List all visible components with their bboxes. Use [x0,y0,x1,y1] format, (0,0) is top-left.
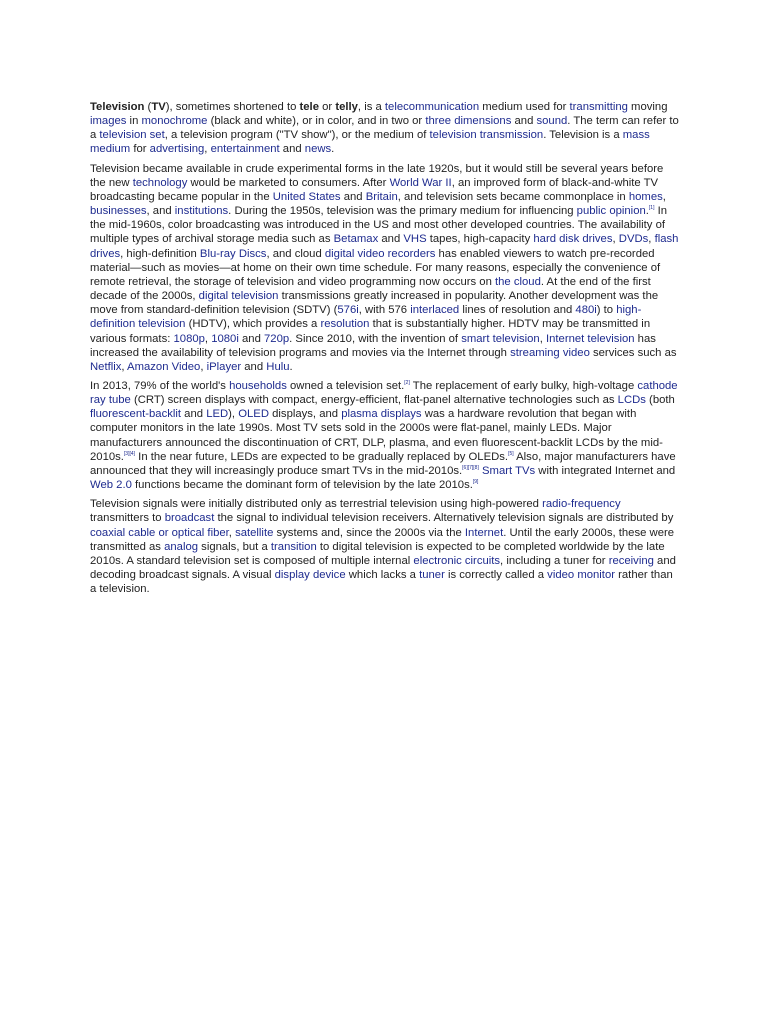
wiki-link[interactable]: DVDs [618,233,649,246]
text-run: lines of resolution and [459,304,576,317]
text-run: with integrated Internet and [535,464,676,477]
text-run: . [645,205,649,218]
text-run: , and [146,205,175,218]
wiki-link[interactable]: sound [536,115,568,128]
text-run: , [121,360,128,373]
text-run: , high-definition [120,247,200,260]
wiki-link[interactable]: transition [270,540,317,553]
text-run: and [378,233,404,246]
text-run: owned a television set. [286,379,405,392]
text-run: . At the end of the first decade of the 2000s, [90,275,651,303]
text-run: (both [645,394,675,407]
wiki-link[interactable]: Internet television [545,332,635,345]
wiki-link[interactable]: news [304,143,332,156]
text-run: and [511,115,537,128]
text-run: tapes, high-capacity [426,233,534,246]
wiki-link[interactable]: monochrome [141,115,208,128]
wiki-link[interactable]: radio-frequency [542,498,621,511]
citation-ref[interactable]: [2] [404,379,410,386]
wiki-link[interactable]: digital television [198,290,279,303]
text-run: , [662,190,666,203]
wiki-link[interactable]: tuner [419,569,445,581]
text-run: , and cloud [266,247,325,260]
text-run: was a hardware revolution that began with computer monitors in the late 1990s. Most TV sets sold in the 2000s were flat-panel, mainly LEDs. Major manufacturers announced the discontinuation of CRT, DLP, plasma, and even fluorescent-backlit LCDs by the mid-2010s. [90,408,663,463]
text-run: systems and, since the 2000s via the [273,526,465,539]
text-run: and [279,143,305,156]
text-run: has increased the availability of television programs and movies via the Internet through [90,332,656,359]
text-run: . [289,360,293,373]
wiki-link[interactable]: resolution [320,318,370,331]
wiki-link[interactable]: analog [164,540,199,553]
wiki-link[interactable]: entertainment [210,143,280,156]
text-run: ( [144,101,152,113]
text-run: moving [627,101,668,113]
wiki-link[interactable]: hard disk drives [533,233,613,246]
text-run: . [331,143,335,156]
wiki-link[interactable]: LCDs [617,394,646,407]
wiki-link[interactable]: World War II [389,176,452,189]
wiki-link[interactable]: satellite [235,526,274,539]
text-run: (black and white), or in color, and in two or [207,115,426,128]
text-run: In the near future, LEDs are expected to be gradually replaced by OLEDs. [135,450,509,463]
citation-ref[interactable]: [9] [472,479,479,486]
wiki-link[interactable]: technology [132,176,188,189]
text-run: medium used for [479,101,570,113]
wiki-link[interactable]: the cloud [495,275,541,288]
wiki-link[interactable]: three dimensions [425,115,512,128]
text-run: , [200,360,207,373]
text-run: signals, but a [198,540,271,553]
text-run: to digital television is expected to be completed worldwide by the late 2010s. A standard television set is composed of multiple internal [90,540,665,567]
wiki-link[interactable]: OLED [238,408,269,421]
wiki-link[interactable]: iPlayer [206,360,242,373]
text-run: ), sometimes shortened to [165,101,300,113]
wiki-link[interactable]: VHS [403,233,427,246]
text-run: , a television program ("TV show"), or the medium of [164,129,430,142]
wiki-link[interactable]: high-definition television [90,304,642,331]
citation-ref[interactable]: [1] [648,205,655,212]
paragraph-history [90,162,680,374]
text-run: which lacks a [345,569,420,581]
wiki-link[interactable]: television set [99,129,165,142]
wiki-link[interactable]: fluorescent-backlit [90,408,182,421]
text-run: , [228,526,236,539]
text-run: , [612,233,619,246]
wiki-link[interactable]: 480i [575,304,597,317]
wiki-link[interactable]: streaming video [510,346,590,359]
wiki-link[interactable]: 1080p [173,332,205,345]
wiki-link[interactable]: plasma displays [341,408,422,421]
wiki-link[interactable]: electronic circuits [413,554,501,567]
text-run: and [340,190,366,203]
text-run: is correctly called a [444,569,548,581]
paragraph-signal-distribution [90,497,680,596]
text-run: , and television sets became commonplace in [397,190,629,203]
text-run: displays, and [268,408,342,421]
text-run: in [126,115,142,128]
paragraph-intro [90,100,680,157]
wiki-link[interactable]: broadcast [164,512,215,525]
text-run: and [241,360,267,373]
wiki-link[interactable]: advertising [149,143,205,156]
text-run: (HDTV), which provides a [185,318,321,331]
text-run: , an improved form of black-and-white TV broadcasting became popular in the [90,176,659,203]
text-run: , including a tuner for [500,554,609,567]
citation-ref[interactable]: [6][7][8] [462,464,479,471]
wiki-link[interactable]: businesses [90,205,147,218]
wiki-link[interactable]: public opinion [576,205,646,218]
wiki-link[interactable]: households [229,379,287,392]
text-run: . Since 2010, with the invention of [289,332,462,345]
wiki-link[interactable]: flash drives [90,233,679,260]
wiki-link[interactable]: homes [628,190,663,203]
wiki-link[interactable]: Smart TVs [482,464,536,477]
citation-ref[interactable]: [5] [508,450,514,457]
text-run: services such as [589,346,677,359]
wiki-link[interactable]: institutions [174,205,229,218]
text-run: , [648,233,655,246]
text-run: that is substantially higher. HDTV may be transmitted in various formats: [90,318,651,345]
wiki-link[interactable]: receiving [608,554,654,567]
text-run: (CRT) screen displays with compact, energy-efficient, flat-panel alternative technologies such as [130,394,618,407]
wiki-link[interactable]: cathode ray tube [90,379,678,407]
wiki-link[interactable]: Netflix [90,360,122,373]
text-run: and decoding broadcast signals. A visual [90,554,676,581]
text-run: , [204,332,212,345]
text-run: the signal to individual television receivers. Alternatively television signals are distributed by [214,512,674,525]
text-run: transmitters to [90,512,165,525]
wiki-link[interactable]: United States [272,190,341,203]
text-run: Television signals were initially distributed only as terrestrial television using high-powered [90,498,543,511]
text-run: , [539,332,546,345]
text-run: , [204,143,211,156]
wiki-link[interactable]: display device [274,569,346,581]
text-run: and [238,332,264,345]
text-run: The replacement of early bulky, high-voltage [409,379,638,392]
bold-term: telly [335,101,358,113]
wiki-link[interactable]: Internet [464,526,504,539]
text-run: has enabled viewers to watch pre-recorded material—such as movies—at home on their own time schedule. For many reasons, especially the convenience of remote retrieval, the storage of television and video programming now occurs on [90,247,661,288]
text-run: rather than a television. [90,569,673,596]
wiki-link[interactable]: Betamax [333,233,379,246]
text-run: and [181,408,207,421]
wiki-link[interactable]: telecommunication [384,101,480,113]
text-run: . During the 1950s, television was the primary medium for influencing [228,205,577,218]
citation-ref[interactable]: [3][4] [123,450,136,457]
text-run: Television became available in crude experimental forms in the late 1920s, but it would still be several years before the new [90,162,664,189]
wiki-link[interactable]: mass medium [90,129,650,156]
text-run: , is a [357,101,385,113]
wiki-link[interactable]: 576i [337,304,359,317]
wiki-link[interactable]: Blu-ray Discs [199,247,267,260]
bold-term: Television [90,101,145,113]
wiki-link[interactable]: video monitor [547,569,615,581]
text-run: functions became the dominant form of television by the late 2010s. [131,479,473,492]
wiki-link[interactable]: Web 2.0 [90,479,132,492]
paragraph-modern-displays [90,379,680,492]
wiki-link[interactable]: 720p [264,332,290,345]
bold-term: tele [299,101,319,113]
wiki-link[interactable]: television transmission [429,129,544,142]
bold-term: TV [151,101,166,113]
wiki-link[interactable]: coaxial cable or optical fiber [90,526,229,539]
text-run: ), [228,408,239,421]
text-run: . Until the early 2000s, these were transmitted as [90,526,675,553]
wiki-link[interactable]: digital video recorders [324,247,436,260]
text-run: ) to [596,304,617,317]
wiki-link[interactable]: interlaced [410,304,460,317]
wiki-link[interactable]: LED [206,408,229,421]
wiki-link[interactable]: transmitting [569,101,628,113]
text-run: . The term can refer to a [90,115,679,142]
text-run: In 2013, 79% of the world's [90,379,230,392]
text-run: Also, major manufacturers have announced that they will increasingly produce smart TVs in the mid-2010s. [90,450,676,477]
wiki-link[interactable]: Hulu [266,360,290,373]
wiki-link[interactable]: Britain [365,190,398,203]
text-run: or [318,101,336,113]
wiki-link[interactable]: Amazon Video [127,360,201,373]
text-run: transmissions greatly increased in popularity. Another development was the move from standard-definition television (SDTV) ( [90,290,659,317]
text-run: . Television is a [543,129,623,142]
wiki-link[interactable]: smart television [461,332,540,345]
wiki-link[interactable]: 1080i [211,332,239,345]
wiki-link[interactable]: images [90,115,127,128]
text-run: , with 576 [358,304,411,317]
text-run: for [130,143,150,156]
text-run: In the mid-1960s, color broadcasting was introduced in the US and most other developed countries. The availability of multiple types of archival storage media such as [90,205,668,246]
text-run: would be marketed to consumers. After [187,176,390,189]
document-page [90,100,680,601]
